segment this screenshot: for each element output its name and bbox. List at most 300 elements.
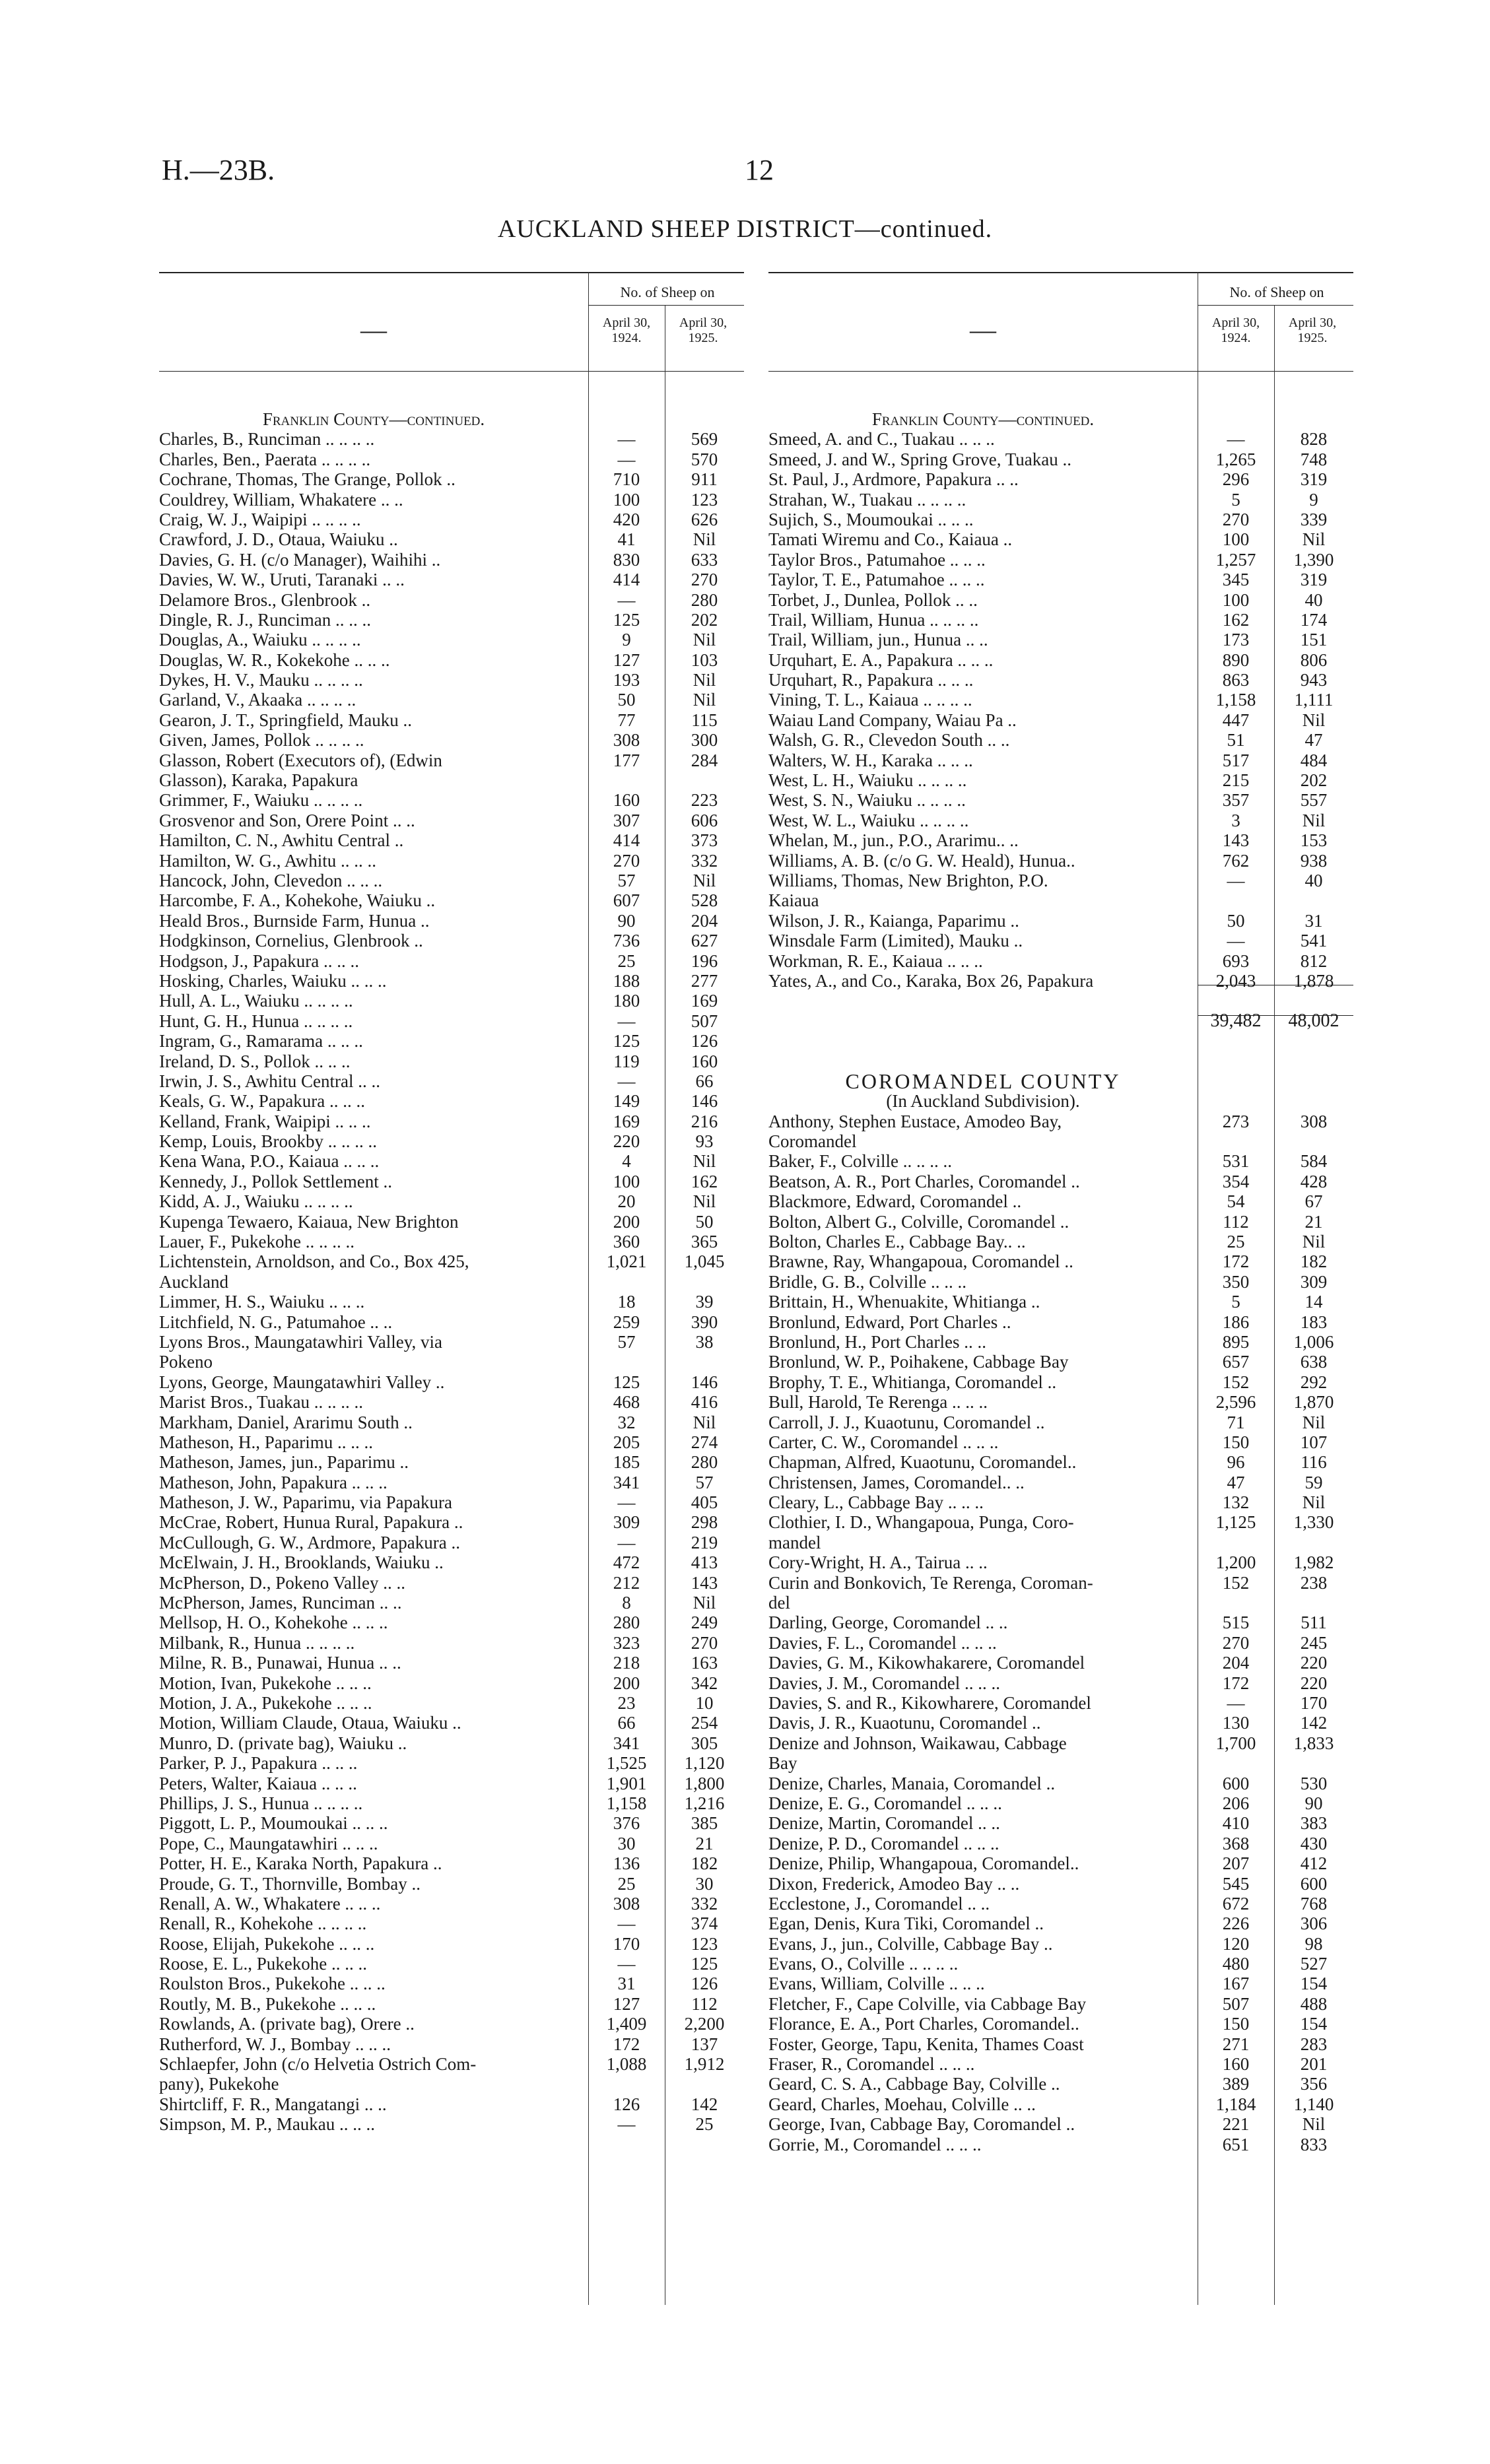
owner-name: Harcombe, F. A., Kohekohe, Waiuku .. bbox=[159, 890, 436, 911]
table-row bbox=[768, 469, 1353, 489]
sheep-1924: 100 bbox=[1222, 529, 1250, 550]
owner-name: Kaiaua bbox=[768, 890, 819, 911]
owner-name: Douglas, A., Waiuku .. .. .. .. bbox=[159, 630, 361, 650]
sheep-1925: 47 bbox=[1304, 730, 1323, 750]
sheep-1924: 152 bbox=[1222, 1372, 1250, 1392]
table-row bbox=[768, 1533, 1353, 1552]
sheep-1924: 345 bbox=[1222, 570, 1250, 590]
table-row bbox=[768, 2114, 1353, 2134]
owner-name: Piggott, L. P., Moumoukai .. .. .. bbox=[159, 1813, 388, 1834]
table-row bbox=[159, 2054, 744, 2074]
sheep-1924: 173 bbox=[1222, 630, 1250, 650]
owner-name: Bronlund, Edward, Port Charles .. bbox=[768, 1312, 1011, 1332]
sheep-1924: — bbox=[617, 1532, 636, 1552]
owner-name: Geard, Charles, Moehau, Colville .. .. bbox=[768, 2094, 1036, 2114]
sheep-1924: 119 bbox=[613, 1051, 640, 1071]
owner-name: Taylor Bros., Patumahoe .. .. .. bbox=[768, 549, 986, 570]
sheep-1925: 390 bbox=[691, 1312, 718, 1332]
owner-name: Davies, J. M., Coromandel .. .. .. bbox=[768, 1673, 1000, 1693]
sheep-1924: 762 bbox=[1222, 850, 1250, 871]
sheep-1924: 1,158 bbox=[1215, 690, 1256, 710]
owner-name: Litchfield, N. G., Patumahoe .. .. bbox=[159, 1312, 393, 1332]
sheep-1925: 1,140 bbox=[1293, 2094, 1334, 2114]
sheep-1925: 292 bbox=[1300, 1372, 1328, 1392]
owner-name: Hodgkinson, Cornelius, Glenbrook .. bbox=[159, 931, 423, 951]
sheep-1925: 25 bbox=[695, 2114, 714, 2135]
sheep-1925: Nil bbox=[693, 1151, 716, 1172]
sheep-1924: 341 bbox=[613, 1472, 640, 1492]
table-row bbox=[768, 1613, 1353, 1632]
sheep-1925: 365 bbox=[691, 1232, 718, 1252]
table-row bbox=[159, 529, 744, 549]
table-row bbox=[768, 1934, 1353, 1954]
sheep-1925: 103 bbox=[691, 649, 718, 670]
sheep-1925: 511 bbox=[1301, 1613, 1327, 1633]
sheep-1925: Nil bbox=[1302, 1412, 1326, 1432]
sheep-1925: 768 bbox=[1300, 1893, 1328, 1914]
sheep-1925: 298 bbox=[691, 1512, 718, 1533]
sheep-1924: 41 bbox=[617, 529, 636, 550]
table-row bbox=[768, 670, 1353, 690]
sheep-1925: 249 bbox=[691, 1613, 718, 1633]
sheep-1924: 420 bbox=[613, 509, 640, 529]
sheep-1925: 748 bbox=[1300, 449, 1328, 469]
sheep-1925: 584 bbox=[1300, 1151, 1328, 1172]
sheep-1924: 206 bbox=[1222, 1793, 1250, 1813]
sheep-1925: 308 bbox=[1300, 1111, 1328, 1131]
owner-name: West, S. N., Waiuku .. .. .. .. bbox=[768, 790, 966, 811]
sheep-1925: 112 bbox=[691, 1993, 718, 2014]
sheep-1924: 77 bbox=[617, 710, 636, 730]
sheep-1924: 226 bbox=[1222, 1914, 1250, 1934]
sheep-1925: 115 bbox=[691, 710, 718, 730]
sheep-1925: 284 bbox=[691, 750, 718, 770]
sheep-1925: 1,216 bbox=[684, 1793, 725, 1813]
owner-name: Davies, G. M., Kikowhakarere, Coromandel bbox=[768, 1653, 1085, 1673]
table-row bbox=[768, 450, 1353, 469]
sheep-1925: 30 bbox=[695, 1873, 714, 1894]
owner-name: Hamilton, W. G., Awhitu .. .. .. bbox=[159, 850, 377, 871]
sheep-1924: 50 bbox=[617, 690, 636, 710]
owner-name: Workman, R. E., Kaiaua .. .. .. bbox=[768, 950, 983, 971]
sheep-1924: 545 bbox=[1222, 1873, 1250, 1894]
table-row bbox=[159, 710, 744, 730]
sheep-1924: 125 bbox=[613, 1031, 640, 1051]
sheep-1924: 657 bbox=[1222, 1352, 1250, 1372]
sheep-1925: 169 bbox=[691, 991, 718, 1011]
sheep-1925: 220 bbox=[1300, 1673, 1328, 1693]
sheep-1925: 541 bbox=[1300, 931, 1328, 951]
sheep-1924: 221 bbox=[1222, 2114, 1250, 2135]
sheep-1924: 710 bbox=[613, 469, 640, 490]
owner-name: (In Auckland Subdivision). bbox=[886, 1091, 1080, 1112]
owner-name: Grimmer, F., Waiuku .. .. .. .. bbox=[159, 790, 363, 811]
table-row bbox=[768, 1753, 1353, 1773]
table-row bbox=[159, 2094, 744, 2114]
table-row bbox=[159, 450, 744, 469]
sheep-1924: 172 bbox=[613, 2034, 640, 2054]
owner-name: Winsdale Farm (Limited), Mauku .. bbox=[768, 931, 1023, 951]
sheep-1925: 182 bbox=[1300, 1251, 1328, 1272]
sheep-1924: 9 bbox=[622, 630, 631, 650]
sheep-1924: 127 bbox=[613, 649, 640, 670]
sheep-1925: 126 bbox=[691, 1974, 718, 1994]
sheep-1925: 1,870 bbox=[1293, 1392, 1334, 1413]
owner-name: Torbet, J., Dunlea, Pollok .. .. bbox=[768, 589, 978, 610]
owner-name: Lichtenstein, Arnoldson, and Co., Box 425, bbox=[159, 1251, 469, 1272]
sheep-1925: 300 bbox=[691, 730, 718, 750]
sheep-1924: 172 bbox=[1222, 1673, 1250, 1693]
sheep-1924: 132 bbox=[1222, 1492, 1250, 1513]
sheep-1925: 146 bbox=[691, 1372, 718, 1392]
sheep-1924: — bbox=[617, 1011, 636, 1031]
sheep-1925: 220 bbox=[1300, 1653, 1328, 1673]
table-row bbox=[768, 1473, 1353, 1492]
owner-name: Peters, Walter, Kaiaua .. .. .. bbox=[159, 1773, 357, 1793]
owner-name: Munro, D. (private bag), Waiuku .. bbox=[159, 1733, 407, 1753]
table-row bbox=[768, 851, 1353, 871]
sheep-1925: 373 bbox=[691, 830, 718, 851]
sheep-1924: 1,158 bbox=[606, 1793, 647, 1813]
sheep-1925: 606 bbox=[691, 810, 718, 830]
owner-name: Clothier, I. D., Whangapoua, Punga, Coro- bbox=[768, 1512, 1074, 1533]
sheep-1925: 123 bbox=[691, 1933, 718, 1954]
sheep-1924: 1,200 bbox=[1215, 1552, 1256, 1573]
table-row bbox=[159, 991, 744, 1011]
owner-name: Hodgson, J., Papakura .. .. .. bbox=[159, 950, 359, 971]
owner-name: Davies, G. H. (c/o Manager), Waihihi .. bbox=[159, 549, 441, 570]
table-row bbox=[159, 1492, 744, 1512]
table-row bbox=[159, 1693, 744, 1713]
table-row bbox=[159, 1954, 744, 1974]
sheep-1924: 2,043 bbox=[1215, 970, 1256, 991]
table-row bbox=[768, 2014, 1353, 2034]
sheep-1924: 126 bbox=[613, 2094, 640, 2114]
table-row bbox=[159, 550, 744, 570]
owner-name: Heald Bros., Burnside Farm, Hunua .. bbox=[159, 910, 430, 931]
owner-name: Bay bbox=[768, 1753, 797, 1774]
table-row bbox=[768, 790, 1353, 810]
sheep-1924: 307 bbox=[613, 810, 640, 830]
sheep-1924: 130 bbox=[1222, 1713, 1250, 1733]
sheep-1924: 186 bbox=[1222, 1312, 1250, 1332]
table-row bbox=[159, 1853, 744, 1873]
sheep-1925: 14 bbox=[1304, 1292, 1323, 1312]
sheep-1924: 50 bbox=[1227, 910, 1245, 931]
sheep-1924: 125 bbox=[613, 1372, 640, 1392]
table-row bbox=[768, 1874, 1353, 1894]
owner-name: Matheson, James, jun., Paparimu .. bbox=[159, 1452, 409, 1473]
sheep-1924: 651 bbox=[1222, 2134, 1250, 2154]
table-row bbox=[768, 811, 1353, 830]
sheep-1924: 200 bbox=[613, 1673, 640, 1693]
owner-name: Ingram, G., Ramarama .. .. .. bbox=[159, 1031, 363, 1051]
table-row bbox=[768, 2034, 1353, 2054]
table-row bbox=[159, 730, 744, 750]
sheep-1924: — bbox=[617, 449, 636, 469]
table-row bbox=[768, 690, 1353, 710]
table-row bbox=[768, 650, 1353, 670]
sheep-1925: 21 bbox=[695, 1833, 714, 1853]
owner-name: Kennedy, J., Pollok Settlement .. bbox=[159, 1171, 392, 1191]
sheep-1925: 107 bbox=[1300, 1432, 1328, 1452]
owner-name: Delamore Bros., Glenbrook .. bbox=[159, 589, 371, 610]
sheep-1925: 938 bbox=[1300, 850, 1328, 871]
table-row bbox=[768, 1031, 1353, 1051]
table-row bbox=[768, 1813, 1353, 1833]
owner-name: Bull, Harold, Te Rerenga .. .. .. bbox=[768, 1392, 988, 1413]
table-row bbox=[159, 1312, 744, 1332]
sheep-1925: 812 bbox=[1300, 950, 1328, 971]
table-row bbox=[159, 1713, 744, 1733]
table-row bbox=[768, 1332, 1353, 1352]
sheep-1924: 71 bbox=[1227, 1412, 1245, 1432]
table-row bbox=[768, 1954, 1353, 1974]
owner-name: McCullough, G. W., Ardmore, Papakura .. bbox=[159, 1532, 460, 1552]
owner-name: Simpson, M. P., Maukau .. .. .. bbox=[159, 2114, 376, 2135]
sheep-1924: 280 bbox=[613, 1613, 640, 1633]
sheep-1925: 21 bbox=[1304, 1211, 1323, 1232]
table-row bbox=[159, 1774, 744, 1793]
sheep-1924: — bbox=[617, 1071, 636, 1091]
sheep-1924: 1,021 bbox=[606, 1251, 647, 1272]
sheep-1924: 57 bbox=[617, 1331, 636, 1352]
sheep-1925: 38 bbox=[695, 1331, 714, 1352]
table-row bbox=[768, 1452, 1353, 1472]
sheep-1925: Nil bbox=[1302, 1492, 1326, 1513]
sheep-1925: 202 bbox=[691, 609, 718, 630]
table-row bbox=[768, 1352, 1353, 1372]
table-row bbox=[159, 1413, 744, 1432]
table-row bbox=[768, 2094, 1353, 2114]
table-row bbox=[768, 1232, 1353, 1251]
right-rows bbox=[768, 409, 1353, 2154]
table-row bbox=[159, 1131, 744, 1151]
owner-name: Shirtcliff, F. R., Mangatangi .. .. bbox=[159, 2094, 387, 2114]
sheep-1925: Nil bbox=[1302, 2114, 1326, 2135]
owner-name: Brophy, T. E., Whitianga, Coromandel .. bbox=[768, 1372, 1057, 1392]
sheep-1925: 309 bbox=[1300, 1271, 1328, 1292]
sheep-1924: 220 bbox=[613, 1131, 640, 1152]
owner-name: Keals, G. W., Papakura .. .. .. bbox=[159, 1091, 365, 1112]
table-row bbox=[768, 710, 1353, 730]
sheep-1924: 177 bbox=[613, 750, 640, 770]
table-row bbox=[159, 570, 744, 589]
sheep-1925: 154 bbox=[1300, 1974, 1328, 1994]
table-row bbox=[768, 1713, 1353, 1733]
sheep-1925: 1,006 bbox=[1293, 1331, 1334, 1352]
owner-name: Schlaepfer, John (c/o Helvetia Ostrich Com- bbox=[159, 2054, 477, 2075]
sheep-1924: 169 bbox=[613, 1111, 640, 1131]
owner-name: Hull, A. L., Waiuku .. .. .. .. bbox=[159, 991, 353, 1011]
name-column-header: — bbox=[970, 315, 996, 345]
sheep-1924: 20 bbox=[617, 1191, 636, 1212]
owner-name: Walters, W. H., Karaka .. .. .. bbox=[768, 750, 973, 770]
table-row bbox=[159, 1914, 744, 1933]
owner-name: Motion, William Claude, Otaua, Waiuku .. bbox=[159, 1713, 461, 1733]
owner-name: Matheson, H., Paparimu .. .. .. bbox=[159, 1432, 373, 1452]
owner-name: Bolton, Albert G., Colville, Coromandel .. bbox=[768, 1211, 1069, 1232]
sheep-1924: 1,125 bbox=[1215, 1512, 1256, 1533]
sheep-1925: 40 bbox=[1304, 870, 1323, 890]
owner-name: Kelland, Frank, Waipipi .. .. .. bbox=[159, 1111, 371, 1131]
table-row bbox=[768, 1774, 1353, 1793]
sheep-1924: — bbox=[617, 1492, 636, 1513]
sheep-1925: 183 bbox=[1300, 1312, 1328, 1332]
sheep-1924: 100 bbox=[613, 1171, 640, 1191]
owner-name: Sujich, S., Moumoukai .. .. .. bbox=[768, 509, 974, 529]
table-row bbox=[159, 2074, 744, 2094]
sheep-1924: 600 bbox=[1222, 1773, 1250, 1793]
owner-name: Franklin County—continued. bbox=[262, 409, 485, 429]
table-row bbox=[159, 1432, 744, 1452]
table-row bbox=[159, 1512, 744, 1532]
sheep-1925: 277 bbox=[691, 970, 718, 991]
sheep-1924: 271 bbox=[1222, 2034, 1250, 2054]
owner-name: George, Ivan, Cabbage Bay, Coromandel .. bbox=[768, 2114, 1075, 2135]
sheep-1924: 30 bbox=[617, 1833, 636, 1853]
owner-name: Davies, F. L., Coromandel .. .. .. bbox=[768, 1632, 997, 1653]
table-row bbox=[768, 871, 1353, 890]
sheep-1924: 354 bbox=[1222, 1171, 1250, 1191]
owner-name: Davis, J. R., Kuaotunu, Coromandel .. bbox=[768, 1713, 1041, 1733]
sheep-1924: 270 bbox=[1222, 1632, 1250, 1653]
total-row bbox=[768, 1011, 1353, 1031]
sheep-1924: 136 bbox=[613, 1853, 640, 1874]
table-row bbox=[159, 951, 744, 971]
sheep-1924: — bbox=[617, 429, 636, 450]
sheep-1924: 162 bbox=[1222, 609, 1250, 630]
sheep-1925: Nil bbox=[693, 630, 716, 650]
owner-name: Auckland bbox=[159, 1271, 228, 1292]
sheep-1924: 23 bbox=[617, 1693, 636, 1713]
sheep-1925: 1,800 bbox=[684, 1773, 725, 1793]
table-row bbox=[768, 610, 1353, 630]
table-row bbox=[159, 2014, 744, 2034]
sheep-1925: 633 bbox=[691, 549, 718, 570]
table-row bbox=[159, 1112, 744, 1131]
sheep-1924: 100 bbox=[1222, 589, 1250, 610]
table-row bbox=[159, 670, 744, 690]
owner-name: Kidd, A. J., Waiuku .. .. .. .. bbox=[159, 1191, 353, 1212]
sheep-1924: 152 bbox=[1222, 1572, 1250, 1593]
table-row bbox=[768, 911, 1353, 931]
sheep-1924: — bbox=[617, 2114, 636, 2135]
sheep-1925: 1,111 bbox=[1294, 690, 1334, 710]
left-rows bbox=[159, 409, 744, 2135]
owner-name: Ireland, D. S., Pollok .. .. .. bbox=[159, 1051, 351, 1071]
owner-name: West, W. L., Waiuku .. .. .. .. bbox=[768, 810, 969, 830]
sheep-1925: 1,045 bbox=[684, 1251, 725, 1272]
sheep-1925: 600 bbox=[1300, 1873, 1328, 1894]
sheep-1925: 319 bbox=[1300, 570, 1328, 590]
owner-name: Davies, W. W., Uruti, Taranaki .. .. bbox=[159, 570, 405, 590]
page-title: AUCKLAND SHEEP DISTRICT—continued. bbox=[497, 215, 993, 243]
sheep-1925: 196 bbox=[691, 950, 718, 971]
sheep-1924: 830 bbox=[613, 549, 640, 570]
sheep-1924: — bbox=[617, 589, 636, 610]
table-row bbox=[768, 830, 1353, 850]
left-table bbox=[159, 272, 744, 2305]
owner-name: Brawne, Ray, Whangapoua, Coromandel .. bbox=[768, 1251, 1073, 1272]
table-row bbox=[768, 1272, 1353, 1292]
table-row bbox=[159, 1733, 744, 1753]
sheep-1925: 1,120 bbox=[684, 1753, 725, 1774]
sheep-1925: 270 bbox=[691, 570, 718, 590]
section-heading bbox=[768, 409, 1353, 429]
sheep-1924: 25 bbox=[617, 1873, 636, 1894]
table-row bbox=[159, 1352, 744, 1372]
table-row bbox=[159, 1813, 744, 1833]
owner-name: Hunt, G. H., Hunua .. .. .. .. bbox=[159, 1011, 353, 1031]
sheep-1924: 389 bbox=[1222, 2074, 1250, 2094]
sheep-1925: 9 bbox=[1309, 489, 1318, 510]
sheep-1924: 160 bbox=[613, 790, 640, 811]
owner-name: Brittain, H., Whenuakite, Whitianga .. bbox=[768, 1292, 1040, 1312]
sheep-1925: 638 bbox=[1300, 1352, 1328, 1372]
table-row bbox=[159, 469, 744, 489]
sheep-1924: 120 bbox=[1222, 1933, 1250, 1954]
sheep-1924: 323 bbox=[613, 1632, 640, 1653]
table-row bbox=[768, 429, 1353, 449]
sheep-1924: 127 bbox=[613, 1993, 640, 2014]
table-row bbox=[159, 1793, 744, 1813]
table-row bbox=[159, 2034, 744, 2054]
sheep-1924: 185 bbox=[613, 1452, 640, 1473]
sheep-1924: 368 bbox=[1222, 1833, 1250, 1853]
owner-name: Whelan, M., jun., P.O., Ararimu.. .. bbox=[768, 830, 1019, 851]
sheep-1925: Nil bbox=[693, 1191, 716, 1212]
owner-name: Potter, H. E., Karaka North, Papakura .. bbox=[159, 1853, 442, 1874]
table-row bbox=[768, 1894, 1353, 1914]
sheep-1924: 5 bbox=[1231, 1292, 1240, 1312]
table-row bbox=[768, 1834, 1353, 1853]
table-row bbox=[768, 1212, 1353, 1232]
table-row bbox=[159, 1212, 744, 1232]
table-row bbox=[159, 1292, 744, 1312]
owner-name: Kemp, Louis, Brookby .. .. .. .. bbox=[159, 1131, 377, 1152]
sheep-1924: 200 bbox=[613, 1211, 640, 1232]
sheep-1925: 627 bbox=[691, 931, 718, 951]
owner-name: Gearon, J. T., Springfield, Mauku .. bbox=[159, 710, 412, 730]
owner-name: McCrae, Robert, Hunua Rural, Papakura .. bbox=[159, 1512, 463, 1533]
owner-name: Cleary, L., Cabbage Bay .. .. .. bbox=[768, 1492, 984, 1513]
sheep-1924: — bbox=[1227, 870, 1245, 890]
sheep-1924: 160 bbox=[1222, 2054, 1250, 2075]
sheep-1925: 151 bbox=[1300, 630, 1328, 650]
owner-name: Phillips, J. S., Hunua .. .. .. .. bbox=[159, 1793, 363, 1813]
table-row bbox=[159, 1392, 744, 1412]
sheep-1925: 530 bbox=[1300, 1773, 1328, 1793]
sheep-1924: 25 bbox=[617, 950, 636, 971]
sheep-1924: 376 bbox=[613, 1813, 640, 1834]
sheep-1925: Nil bbox=[1302, 810, 1326, 830]
sheep-1924: 112 bbox=[1223, 1211, 1249, 1232]
sheep-1924: 515 bbox=[1222, 1613, 1250, 1633]
owner-name: West, L. H., Waiuku .. .. .. .. bbox=[768, 770, 967, 791]
sheep-1925: 412 bbox=[1300, 1853, 1328, 1874]
sheep-1924: 410 bbox=[1222, 1813, 1250, 1834]
sheep-1925: 306 bbox=[1300, 1914, 1328, 1934]
sheep-1925: 528 bbox=[691, 890, 718, 911]
table-row bbox=[768, 1914, 1353, 1933]
owner-name: Wilson, J. R., Kaianga, Paparimu .. bbox=[768, 910, 1019, 931]
table-row bbox=[159, 690, 744, 710]
owner-name: Trail, William, jun., Hunua .. .. bbox=[768, 630, 988, 650]
owner-name: Blackmore, Edward, Coromandel .. bbox=[768, 1191, 1022, 1212]
sheep-1924: 170 bbox=[613, 1933, 640, 1954]
owner-name: Kena Wana, P.O., Kaiaua .. .. .. bbox=[159, 1151, 380, 1172]
